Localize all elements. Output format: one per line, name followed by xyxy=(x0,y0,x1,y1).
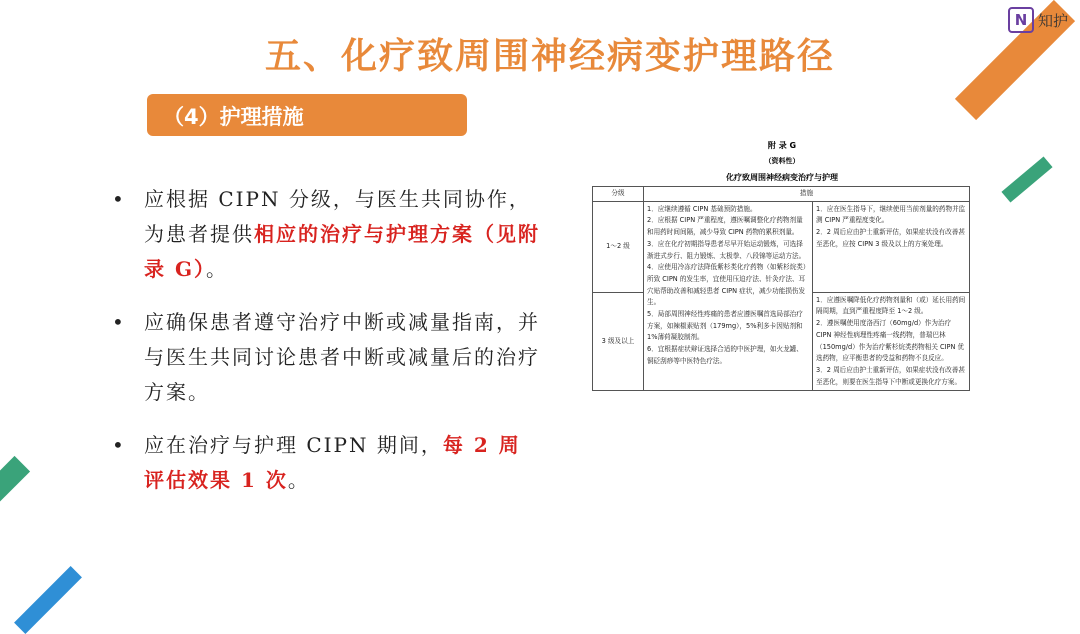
grade-cell: 3 级及以上 xyxy=(593,292,644,391)
measures-left-a: 1．应继续遵循 CIPN 基础预防措施。 2．应根据 CIPN 严重程度，遵医嘱调整化疗药物剂量和用药时间间隔，减少导致 CIPN 药物的累积剂量。 3．应在化疗初期指导患者尽早开始运动锻炼，可选择渐进式步行、阻力锻炼、太极拳、八段锦等运动方法。 xyxy=(647,204,806,260)
logo-mark: N xyxy=(1008,7,1034,33)
bullet-highlight: 每 2 周评估效果 1 次 xyxy=(144,433,521,492)
measures-right-cell: 1．应在医生指导下，继续使用当前剂量的药物并监测 CIPN 严重程度变化。 2．2 周后应由护士重新评估，如果症状没有改善甚至恶化，应按 CIPN 3 级及以上的方案处理。 xyxy=(813,201,970,292)
decor-stripe-green-right xyxy=(1001,156,1052,202)
measures-right-cell: 1．应遵医嘱降低化疗药物剂量和（或）延长用药间隔周期，直到严重程度降至 1～2 级。 2．遵医嘱使用度洛西汀（60mg/d）作为治疗 CIPN 神经性病理性疼痛一线药物，普瑞巴林（150mg/d）作为治疗紫杉烷类药物相关 CIPN 优选药物，应平衡患者的受益和药物不良反应。 3．2 周后应由护士重新评估，如果症状没有改善甚至恶化，则要在医生指导下中断或更换化疗方案。 xyxy=(813,292,970,391)
grade-cell: 1～2 级 xyxy=(593,201,644,292)
appendix-table xyxy=(592,186,970,391)
bullet-text: 应在治疗与护理 CIPN 期间， xyxy=(144,433,443,457)
bullet-text: 。 xyxy=(206,257,229,281)
logo-text: 知护 xyxy=(1037,11,1068,30)
appendix-note: （资料性） xyxy=(764,157,800,165)
bullet-item xyxy=(112,428,542,498)
bullet-text: 应确保患者遵守治疗中断或减量指南，并与医生共同讨论患者中断或减量后的治疗方案。 xyxy=(144,310,540,404)
measures-left-cell xyxy=(644,201,813,391)
col-header-grade: 分级 xyxy=(593,187,644,202)
bullet-highlight: 相应的治疗与护理方案（见附录 G） xyxy=(144,222,540,281)
brand-logo xyxy=(1008,6,1068,34)
bullet-text: 。 xyxy=(287,468,310,492)
decor-stripe-blue-bottom xyxy=(14,566,82,634)
bullet-item xyxy=(112,305,542,410)
section-label-bar xyxy=(147,94,467,136)
section-label: （4）护理措施 xyxy=(163,105,304,129)
bullet-dot-icon: • xyxy=(112,187,126,211)
bullet-list xyxy=(112,182,542,516)
appendix-document xyxy=(592,140,972,470)
col-header-measures: 措施 xyxy=(644,187,970,202)
appendix-caption: 化疗致周围神经病变治疗与护理 xyxy=(726,173,838,182)
bullet-dot-icon: • xyxy=(112,433,126,457)
measures-left-b: 4．应使用冷冻疗法降低紫杉类化疗药物（如紫杉烷类）所致 CIPN 的发生率，宜使用压迫疗法、针灸疗法、耳穴贴帮助改善和减轻患者 CIPN 症状，减少功能损伤发生。 5．局部周围神经性疼痛的患者应遵医嘱首选局部治疗方案，如辣椒素贴剂（179mg），5%利多卡因贴剂和 1%薄荷凝胶制剂。 6．宜根据症状辩证选择合适的中医护理，如火龙罐、铜砭刮痧等中医特色疗法。 xyxy=(647,263,807,365)
bullet-item xyxy=(112,182,542,287)
decor-stripe-green-left xyxy=(0,456,30,634)
appendix-heading: 附 录 G xyxy=(767,141,797,150)
bullet-text: 应根据 CIPN 分级，与医生共同协作，为患者提供 xyxy=(144,187,531,246)
table-header-row xyxy=(593,187,970,202)
table-row xyxy=(593,201,970,292)
bullet-dot-icon: • xyxy=(112,310,126,334)
slide-title: 五、化疗致周围神经病变护理路径 xyxy=(264,35,835,77)
